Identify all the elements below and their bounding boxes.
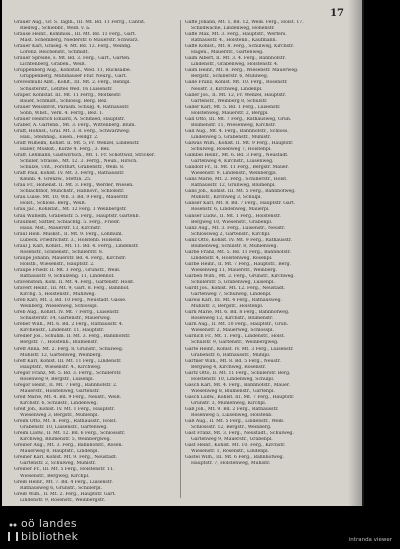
directory-entry-line: Lorenz. Reichenstr., Schmidt.: [20, 50, 89, 56]
directory-entry-line: Wiesenstr. 9, Lindenstr., Weinbergpl.: [191, 171, 278, 177]
directory-entry-line: Grevesmühl Albt., Kohlt., III. Mt. 2. Ferg., Rennpl.: [14, 80, 131, 86]
directory-entry-line: Grauer Spreiße, s. Mt. Bd. 3. Ferg., Gart., Garten.: [14, 56, 131, 62]
directory-entry-line: Greff Anna, Mt. 2. Ferg. 8, Grünstr., Schulweg.: [14, 346, 124, 352]
directory-entry-line: Lübeck. Friedrichstr. 3., Holstenb. Holsenb.: [20, 237, 123, 243]
directory-entry-line: Galle Franz, Kohlst. Mt. 10. Ferg., Rosenstr.: [185, 80, 288, 86]
directory-entry-line: Grau Luise. Mt. 10, Wb. 3. Bd. 9 Ferg., Mauerstr.: [14, 195, 129, 201]
directory-entry-line: Garn Aug., II. Mt. 10 Ferg., Hauptstr., Grün.: [185, 322, 289, 328]
directory-entry-line: Galler Karl, Mt. 5. Bd. 1 Ferg., Luisenstr.: [185, 104, 281, 110]
directory-entry-line: Schulstr. 9, Gartenstr., Weinbergweg.: [191, 340, 279, 346]
directory-entry-line: Greim Otto, Mt. 8. Ferg., Rathausstr., Holst.: [14, 419, 117, 425]
directory-entry-line: Lindenweg 5, Grabenstr., Mühlstr.: [191, 134, 271, 140]
directory-entry-line: Graubner, Sattler, Schlachtg. 5. Ferg., Friedr.: [14, 219, 120, 225]
directory-entry-line: Neustr. 3, Kirchweg, Lindenpl.: [191, 86, 263, 92]
directory-entry-line: Greber Wilh., Mt. 6. Bd. 2 Ferg., Rathausstr. 4.: [14, 322, 124, 328]
logo-dots-icon: [8, 519, 18, 528]
directory-entry-line: Grause Heinr., Kommiss., III. Mt. Bd. 11 Ferg., Gart.: [14, 32, 137, 38]
directory-entry-line: Wiesenweg 11, Mauerstr., Weinberg.: [191, 267, 278, 273]
directory-entry-line: Gasch Karl, Mt. 4. Ferg., Bahnhofstr., Mauer.: [185, 382, 290, 388]
directory-entry-line: Bergstr., Schillerstr. 6, Mühlweg.: [191, 74, 269, 80]
directory-entry-line: Gans Joh., Kohlst. III. Mt. 5 Ferg., Bahnhofweg.: [185, 189, 296, 195]
directory-entry-line: Greiner Karl, Kohlst. Mt. 9. Ferg., Neustadt.: [14, 455, 118, 461]
directory-entry-line: Greiß Heinr., Mt. 7. Bd. 4 Ferg., Luisenstr.: [14, 479, 113, 485]
directory-entry-line: Gregor Franz, Mt. 5. Bd. 3. Ferrg., Schillerstr.: [14, 370, 122, 376]
directory-entry-line: Gartner Wilh., Mt. 8. Bd. 5 Ferg., Neustr.: [185, 358, 281, 364]
directory-entry-line: Grauer Karl, Graseg. 4. Mt. Bd. 12. Ferg., Weinbg.: [14, 44, 132, 50]
directory-entry-line: Mast. Schemberg, Niederstr. 6 Mauerstr. Schwarz.: [20, 38, 139, 44]
directory-entry-line: Graff Paul, Kohlst. IV. Mt. 3. Ferrg., Rathausstr.: [14, 171, 125, 177]
directory-entry-line: Greb Karl, Mt. 3, Bd. 10 Ferg., Neustadt. Gasse.: [14, 298, 127, 304]
directory-entry-line: Schulze, Unt., Forstfurt, Grabenstr., Weiß. 8.: [20, 165, 125, 171]
directory-entry-line: Graff, Hohnst., Gral. Mt. 3. 8. Ferg., Schwarzweg.: [14, 128, 131, 134]
library-logo[interactable]: [8, 517, 78, 543]
directory-entry-line: Mühlstr. 3, Bergstr., Holstenpl.: [191, 304, 264, 310]
directory-entry-line: Blumenweg, Schulstr. 8, Mühlenweg.: [191, 243, 278, 249]
directory-entry-line: Gartenweg 9, Mauerstr., Grabenpl.: [191, 437, 273, 443]
directory-entry-line: Gall Otto, III. Mt. 7 Ferg., Rathausweg, Grün.: [185, 116, 292, 122]
directory-entry-line: Kirchg. 5, Holstenstr., Mühlweg.: [20, 292, 96, 298]
directory-entry-line: Schiller, Strasse., Mt. 12. 3. Ferrg., Neub., Hirsch.: [20, 159, 138, 165]
directory-entry-line: Rosenweg 5, Luisenweg, Holstenb.: [191, 413, 273, 419]
directory-entry-line: Wiesenstr. 1, Rosenstr., Lindenpl.: [191, 449, 270, 455]
directory-entry-line: Schlossweg 2, Gartenstr., Kirchpl.: [191, 231, 271, 237]
directory-entry-line: Gaim Heinr., Mt. 8. Ferg., Wiesenstr. Mauerweg.: [185, 68, 299, 74]
directory-entry-line: Rosenstr. 6, Lindenweg, Mauerpl.: [191, 207, 270, 213]
directory-entry-line: Grau Wilhelm, Grabenstr. 5. Ferg., Hauptstr. Gartenb.: [14, 213, 140, 219]
directory-entry-line: Kirchstr. 6, Schulstr., Lindenweg.: [20, 400, 98, 406]
directory-entry-line: Greif Joh., Kohlst. IV. Mt. 1 Ferg., Hauptstr.: [14, 407, 115, 412]
directory-entry-line: Bauer, Schmidt., Schlossg. Berg. Bez.: [20, 98, 108, 104]
directory-entry-line: Hagen., Mauerstr., Gartenweg.: [191, 50, 264, 56]
directory-entry-line: Mauerweg 8, Hauptstr., Lindenpl.: [20, 449, 99, 455]
directory-entry-line: Wiesenstr., Bergweg, Kirchpl.: [20, 473, 90, 479]
logo-text-top: oö landes: [21, 517, 77, 530]
directory-entry-line: Gravenstein, Kohl. II. Mt. 4. Ferg., Gartenstr. Holst.: [14, 280, 135, 286]
directory-entry-line: Bergweg 4, Kirchweg, Rosenstr.: [191, 364, 266, 370]
logo-bars-icon: [8, 532, 18, 541]
directory-entry-line: Kirchweg, Blumenstr. 5, Weinbergweg.: [20, 437, 111, 443]
directory-entry-line: Gaim Albert, II. Mt. 3. 4. Ferg., Bahnhofstr.: [185, 56, 286, 62]
directory-entry-line: Rathausstr. 4., Holstenb., Kaufmann.: [191, 38, 278, 44]
directory-entry-line: Rosenweg 12, Kirchstr., Blumenstr.: [191, 316, 274, 322]
logo-line-2: [8, 530, 78, 543]
directory-entry-line: Gravert Heinr., III. Mt. 9, Gart. 8. Ferg., Bahnhof.: [14, 286, 130, 292]
directory-entry-line: Gräper. Kohlstät. III. Mt. 11 Ferrg., Moltkestr.: [14, 92, 122, 98]
directory-entry-line: Haus. Mst., Mauerstr. 13, Kirchstr.: [20, 225, 102, 231]
directory-entry-line: Graff Wilhelm, Kohlst. II. Mt. 5, Fr. Wenzel, Lindenstr.: [14, 140, 140, 146]
directory-entry-line: Ganz Otto, Kohlst. IV. Mt. 9 Ferg., Rathausstr.: [185, 237, 292, 243]
directory-entry-line: Lindenstr. 9, Rosenstr., Weinbergstr.: [20, 497, 105, 503]
directory-entry-line: Grauer Aug., Gr. S. Taglh., III. Mt. Bd. 11 Ferrg., Cantst.: [14, 20, 146, 25]
directory-entry-line: Gaffe Kohlst., Mt. 8. Ferg., Schulweg, Kirchstr.: [185, 44, 295, 50]
directory-entry-line: Riedwg., Schiebbr., Weiß. v. a.: [20, 26, 91, 32]
logo-line-1: [8, 517, 78, 530]
directory-entry-line: Greff Karl, Kohlst. III. Mt. 11 Ferg., Lindenstr.: [14, 358, 122, 364]
directory-entry-line: Grauer Weissbrot, Parasm. Schulg. 4, Rathausstr.: [14, 104, 130, 110]
directory-entry-line: Schusterstr. 14, Gartenstr., Mauerweg.: [20, 316, 112, 322]
directory-entry-line: Grabenstr. 6, Rathausstr., Mühlpl.: [191, 352, 271, 358]
directory-entry-line: Hauptstr. 7, Holstenweg, Mühlstr.: [191, 461, 271, 467]
directory-entry-line: Ganz Aug., Mt. 3. Ferg., Luisenstr., Neustr.: [185, 225, 286, 231]
directory-entry-line: Lindenstr. 4, Holstenweg, Rosenpl.: [191, 255, 273, 261]
directory-entry-line: Hall., Steinhag., Eisen., Feldgr. 2.: [20, 134, 99, 140]
directory-entry-line: Grünstr. 3, Mühlenweg, Kirchpl.: [191, 400, 267, 406]
directory-entry-line: Greiner Aug., Mt. 3. Ferg., Bahnhofstr., Rosen.: [14, 443, 123, 449]
directory-entry-line: Gaß Aug., II. Mt. 5 Ferg., Lindenstr., Weiß.: [185, 419, 285, 425]
directory-entry-line: Gall Aug., Mt. 4. Ferg., Bahnhofstr., Schloss.: [185, 128, 289, 134]
directory-entry-line: Gambel Heinr., Mt. 6. Bd. 3 Ferg., Neustadt.: [185, 153, 289, 159]
directory-entry-line: Gastel Wilh., III. Mt. 6 Ferg., Bahnhofweg.: [185, 455, 285, 461]
directory-entry-line: Bergweg 10, Wiesenstr., Grabenpl.: [191, 219, 273, 225]
directory-entry-line: Schillerstr. 5, Grabenweg, Luisenpl.: [191, 280, 275, 286]
directory-entry-line: Greim Ludw., II. Mt. 12. Bd. 6 Ferg., Schlossstr.: [14, 431, 126, 437]
directory-entry-line: Garte Heinr., Kohlst. IV. Mt. 3 Ferg., Luisenstr.: [185, 346, 294, 352]
directory-entry-line: Holstb., Wiesenstr., Hauptstr. 2.: [20, 261, 95, 267]
directory-entry-line: Ganser Karl, Mt. 8. Bd. 7 Ferg., Hauptstr. Gart.: [185, 201, 296, 207]
directory-entry-line: Holst., Schloss. Berg., Weiß.: [20, 201, 87, 207]
directory-entry-line: Mühlstr. 12, Gartenweg, Weinberg.: [20, 352, 103, 358]
directory-entry-line: Garben Wilh., Mt. 2. Ferg., Grünstr., Kirchweg.: [185, 273, 295, 279]
directory-entry-line: Grau Fr., Hohenst. II. Mt. 3. Ferg., Werder, Wiesen.: [14, 183, 134, 189]
directory-entry-line: Rathausstr. 12, Grünweg, Blumenpl.: [191, 183, 276, 189]
directory-entry-line: Rosenweg 9, Bergstr., Luisenpl.: [20, 376, 95, 382]
directory-entry-line: Bergstr. 7., Holstenb., Blumenstr.: [20, 340, 98, 346]
directory-entry-line: Galler Jos., II. Mt. 12, Fr. Wenzel, Hauptstr.: [185, 92, 287, 98]
directory-entry-line: Gaß Joh., Mt. 9. Bd. 2 Ferg., Rathausstr.: [185, 407, 279, 412]
directory-entry-line: Galwas Wilh., Kohlst. II. Mt. 9 Ferg., Hauptstr.: [185, 140, 294, 146]
directory-entry-line: Gredler Jos., Schuhm. II. Mt. 3. Ferg., Bahnhofstr.: [14, 334, 131, 340]
directory-entry-line: Wiesenweg 8, Blumenstr., Gartenpl.: [191, 388, 275, 394]
directory-entry-line: Grabenstr. 10, Luisenstr., Gartenweg.: [20, 425, 108, 431]
directory-entry-line: Gardt Jos., Kohlst. Mt. 12. Ferg., Neustadt.: [185, 286, 286, 292]
directory-entry-line: Graul J. Karl, Kohlst., Mt. 11. Bd. 4. Ferrg., Lindenstr.: [14, 243, 139, 249]
directory-entry-line: Rathausstr. 9, Schulzeng. 11, Lindenhof.: [20, 273, 115, 279]
directory-entry-line: Garnich Fr., Mt. 1. Ferg., Lindenstr., Holst.: [185, 334, 286, 340]
directory-entry-line: Gast Heinr., Kohlst. Mt. 10. Ferg., Kirchstr.: [185, 443, 286, 449]
directory-entry-line: Schlachthof, Münchstr., Hannovr., Schloßstr.: [20, 189, 125, 195]
directory-entry-line: Graff. Lehmann, Gastwirtsch., Mt. 1. Fr. Schottwill, Stricker.: [14, 153, 156, 159]
directory-entry-line: Graupe Johann, Mauerstr. Bd. 4. Ferg., Kirchstr.: [14, 255, 127, 261]
directory-entry-line: Graupe Friedr. II. Mt. 1 Ferg., Grünstr., Weiß.: [14, 267, 121, 273]
directory-entry-line: Schlossstr. 12, Bergstr., Weinberg.: [191, 425, 272, 431]
directory-entry-line: Schusterstr., Letztes Wed. 16 Luisenstr.: [20, 86, 113, 92]
directory-entry-line: Greiner Fr., III. Mt. 5 Ferg., Holstenstr. 11.: [14, 467, 115, 473]
directory-entry-line: Garn Marie, Mt. 6. Bd. 8 Ferg., Bahnhofweg.: [185, 310, 290, 316]
directory-entry-line: Gaffe Max, Mt. 3. Ferg., Hauptstr., Werfers.: [185, 32, 287, 38]
directory-entry-line: Gast Franz, Mt. 3. Ferg., Neustadt., Schulweg.: [185, 431, 294, 437]
page-number: 17: [330, 8, 344, 19]
viewer-label: intranda viewer: [348, 537, 392, 543]
directory-entry-line: Blumenstr. 11, Wiesenweg, Kirchstr.: [191, 122, 276, 128]
directory-entry-line: Weinberg, Wiesenweg, Schlosspl.: [20, 304, 99, 310]
directory-entry-line: Greiß Wilh., II. Mt. 2. Ferg., Hauptstr. Gart.: [14, 491, 116, 497]
directory-entry-line: Schulweg, Rosenweg 7, Holstenpl.: [191, 146, 272, 152]
scanned-page: [2, 0, 362, 506]
directory-entry-line: Graul Hein. Muskst., II. Mt. 9. Ferg., Lohmühl.: [14, 231, 123, 237]
directory-entry-line: Gartz Otto, II. Mt. 11 Ferg., Schillerstr. Berg.: [185, 370, 291, 376]
logo-text-bottom: bibliothek: [21, 530, 79, 543]
directory-entry-line: Garbe Heinr., II. Mt. 7 Ferg., Hauptstr., Berg.: [185, 261, 291, 267]
directory-entry-line: Gasch Ludw., Kohlst. III. Mt. 7 Ferg., Hauptstr.: [185, 394, 295, 400]
directory-entry-line: Wiesenstr. 2, Mauerweg, Schlosspl.: [191, 328, 274, 334]
directory-entry-line: Garbe Franz, Mt. 5. Bd. 11 Ferg., Bahnhofstr.: [185, 249, 291, 255]
directory-entry-line: Gräber, A. Gartenb., Mt. 3. Ferg., Wittenberg. Blum.: [14, 122, 136, 128]
directory-entry-line: Grauer Heinrich Eduard, A. Schmied, Hauptstr.: [14, 116, 125, 122]
directory-entry-line: Gartenweg 7, Schulweg, Lindenpl.: [191, 292, 272, 298]
directory-entry-line: Kirchenstr., Lindenstr. 11, Hauptstr.: [20, 328, 105, 334]
directory-entry-line: Gandolf Fr., II. Mt. 11 Ferg., Bergstr. Mauer.: [185, 165, 289, 171]
directory-entry-line: Mauerstr., Holstenweg, Gartenstr.: [20, 388, 100, 394]
directory-entry-line: Greb Aug., Kohlst. IV. Mt. 7 Ferrg., Luisenstr.: [14, 310, 120, 316]
directory-entry-line: Gartenstr. 2, Schulweg, Mühlstr.: [20, 461, 96, 467]
directory-entry-line: Gaffe Johann, Mt. 1, Bd. 12, Weiß. Ferg., Holst. 17.: [185, 20, 304, 25]
directory-entry-line: Holstenweg, Mauerstr. 2, Bergpl.: [191, 110, 269, 116]
directory-entry-line: Sohn, Wbst., Verk. 4. Ferrg., Bez. 1.: [20, 110, 104, 116]
directory-entry-line: Lindenstr., Grabenweg, Holstenstr. 4.: [191, 62, 279, 68]
directory-entry-line: Lichtenberg, Graben., Weiß.: [20, 62, 86, 68]
directory-entry-line: Holstenstr. 10, Lindenweg, Schulpl.: [191, 376, 275, 382]
directory-entry-line: Gruppenberg Aug., Kohlstät., Wed. 11, Rücksalbe.: [14, 68, 132, 74]
directory-entry-line: Gruppenberg, Mühlhauser Flur. Neurg., Gart.: [20, 74, 127, 80]
directory-entry-line: Schildwache, Lindenweg, Hohenstr.: [191, 26, 275, 32]
directory-entry-line: Gans Marie, Mt. 2. Ferg., Schillerstr., Holst.: [185, 177, 288, 183]
directory-entry-line: Gartenstr., Weinberg 8, Schulstr.: [191, 98, 268, 104]
directory-entry-line: Gregor Heinr., II. Mt. 7 Ferg., Bahnhofstr. 2.: [14, 382, 118, 388]
directory-entry-line: Rathausweg 6, Grünstr., Schillerpl.: [20, 485, 102, 491]
directory-entry-line: Rosenstr., Grabenstr., Schillerstr. 8.: [20, 249, 104, 255]
directory-entry-line: Mühlstr., Kirchweg 3, Schulpl.: [191, 195, 262, 201]
directory-entry-line: Grau Jac., Kohlstät., Mt. 12 Ferg. 1 Weinbergstr.: [14, 207, 127, 213]
directory-entry-line: Gartenweg 4, Kirchstr., Luisenweg.: [191, 159, 274, 165]
directory-entry-line: Haller, Muskst., Kurze 4. Ferg., 3. Bez.: [20, 146, 111, 152]
directory-entry-line: Ganser Ludw., II. Mt. 1 Ferg., Holstenstr.: [185, 213, 281, 219]
directory-entry-line: Kleinb. 4. Grenzw., Stettin. 25.: [20, 177, 92, 183]
column-divider: [180, 20, 181, 498]
directory-entry-line: Hauptstr., Wiesenstr. 4., Kirchweg.: [20, 364, 102, 370]
left-column: [14, 20, 174, 504]
right-column: [185, 20, 345, 467]
directory-entry-line: Greif Marie, Mt. 4. Bd. 9 Ferg., Neustr., Weiß.: [14, 394, 122, 400]
directory-entry-line: Gareis Karl, III. Mt. 4 Ferg., Rathausweg.: [185, 298, 282, 304]
directory-entry-line: Wiesenweg 3, Bergstr., Mühlenpl.: [20, 413, 99, 419]
